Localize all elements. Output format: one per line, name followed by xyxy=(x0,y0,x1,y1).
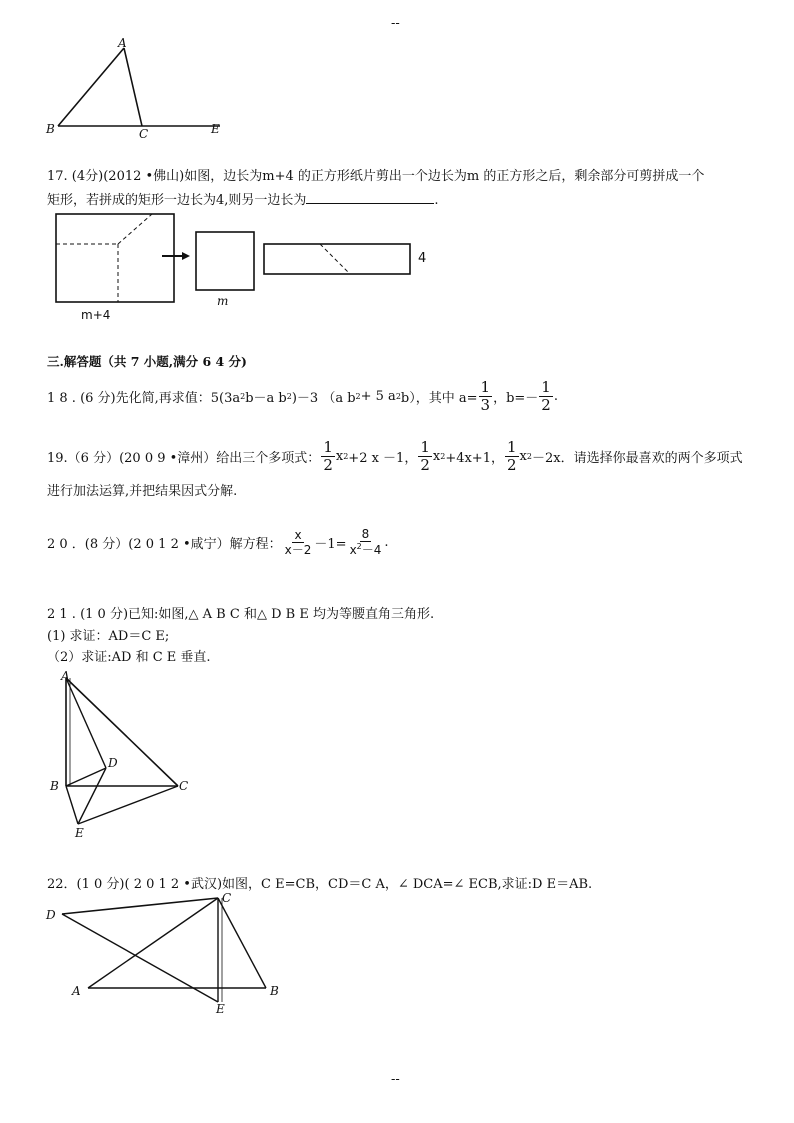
q21-label-c: C xyxy=(179,779,189,793)
frac-den: 2 xyxy=(506,456,517,474)
q20-end: . xyxy=(384,534,389,550)
q22-label-e: E xyxy=(216,1002,225,1016)
frac-num: 8 xyxy=(361,527,370,541)
fraction-half-3 xyxy=(505,440,519,473)
q22-label-a: A xyxy=(72,984,81,998)
q18-sup: 2 xyxy=(240,392,246,401)
line-ba xyxy=(58,48,124,126)
q18-mid2: )－3 （a b xyxy=(291,391,356,406)
q21-label-a: A xyxy=(61,669,70,683)
q21-label-b: B xyxy=(50,779,59,793)
frac-den: 2 xyxy=(541,396,551,414)
frac-num: 1 xyxy=(541,378,551,396)
fraction-a xyxy=(479,380,493,413)
frac-den: 3 xyxy=(480,396,491,414)
line-ac xyxy=(66,678,178,786)
q21-line2: (1) 求证：AD＝C E; xyxy=(47,629,170,644)
den-x: x xyxy=(349,543,357,557)
q18-b-text: ，b=－ xyxy=(493,391,539,406)
den-minus-4: －4 xyxy=(361,543,382,557)
footer-mark: -- xyxy=(391,1072,400,1087)
q18-sup: 2 xyxy=(286,392,292,401)
q19-p2: x xyxy=(432,449,441,464)
label-m-plus-4: m+4 xyxy=(81,308,111,322)
section-title: 三.解答题（共 7 小题,满分 6 4 分) xyxy=(47,354,247,369)
frac-den xyxy=(348,542,384,556)
line-be xyxy=(66,786,78,824)
q20-mid: －1= xyxy=(314,536,347,552)
label-4: 4 xyxy=(418,251,427,266)
fig16-label-c: C xyxy=(139,127,149,141)
q21-label-e: E xyxy=(75,826,84,840)
q20 xyxy=(47,528,389,556)
line-cb xyxy=(218,898,266,988)
q20-prefix: 2 0 ．(8 分）(2 0 1 2 •咸宁）解方程： xyxy=(47,536,282,552)
q18-end: . xyxy=(553,389,558,404)
den-sup: 2 xyxy=(356,542,362,551)
q21-line1: 2 1 . (1 0 分)已知:如图,△ A B C 和△ D B E 均为等腰直角三角形. xyxy=(47,607,435,622)
fraction-b xyxy=(539,380,553,413)
q18-prefix: 1 8 . (6 分)先化简,再求值：5(3a xyxy=(47,391,241,406)
frac-num: 1 xyxy=(506,438,517,456)
fraction-half-1 xyxy=(321,440,335,473)
q17-line2-end: . xyxy=(434,193,439,208)
frac-num: 1 xyxy=(480,378,491,396)
q22-label-d: D xyxy=(46,908,56,922)
q17-line2-text: 矩形，若拼成的矩形一边长为4,则另一边长为 xyxy=(47,193,307,208)
q21-label-d: D xyxy=(108,756,118,770)
fig16-label-e: E xyxy=(211,122,220,136)
figure-triangle-abe xyxy=(40,34,240,142)
q18-mid3: + 5 a xyxy=(360,389,396,404)
figure-q21 xyxy=(50,670,200,840)
q22-label-b: B xyxy=(270,984,279,998)
figure-square-cut xyxy=(54,212,434,308)
q19-sup: 2 xyxy=(343,452,349,461)
fig16-label-b: B xyxy=(46,122,55,136)
q18-mid4: b），其中 a= xyxy=(400,391,478,406)
frac-den: 2 xyxy=(420,456,430,474)
frac-num: x xyxy=(294,527,302,542)
q19-line2: 进行加法运算,并把结果因式分解. xyxy=(47,484,238,499)
q17-line2 xyxy=(47,189,439,208)
q19 xyxy=(47,440,743,473)
fraction-x-over xyxy=(283,529,314,556)
big-square xyxy=(56,214,174,302)
fig16-label-a: A xyxy=(118,36,127,50)
q19-p3: x xyxy=(519,449,527,464)
q19-p1b: +2 x －1， xyxy=(348,451,418,466)
line-ac xyxy=(124,48,142,126)
line-ac xyxy=(88,898,218,988)
fraction-8-over xyxy=(348,528,384,556)
q22-line1: 22．(1 0 分)( 2 0 1 2 •武汉)如图，C E=CB，CD＝C A，∠ DCA=∠ ECB,求证:D E＝AB. xyxy=(47,877,593,892)
dashed-diag xyxy=(118,214,152,244)
rectangle xyxy=(264,244,410,274)
q18 xyxy=(47,380,558,413)
figure-q22 xyxy=(50,890,290,1015)
label-m: m xyxy=(217,294,229,308)
q22-label-c: C xyxy=(222,891,232,905)
fraction-half-2 xyxy=(418,440,432,473)
frac-den: 2 xyxy=(323,456,333,474)
q18-sup: 2 xyxy=(395,392,401,401)
frac-den: x－2 xyxy=(284,542,312,557)
q19-sup: 2 xyxy=(526,452,532,461)
q18-mid1: b－a b xyxy=(245,391,287,406)
q19-p3b: －2x．请选择你最喜欢的两个多项式 xyxy=(531,451,743,466)
q21-line3: （2）求证:AD 和 C E 垂直. xyxy=(47,650,211,665)
q19-sup: 2 xyxy=(440,452,446,461)
q19-p1: x xyxy=(335,449,344,464)
frac-num: 1 xyxy=(323,438,333,456)
arrow-head xyxy=(182,252,190,260)
header-mark: -- xyxy=(391,16,400,31)
q18-sup: 2 xyxy=(355,392,361,401)
frac-num: 1 xyxy=(420,438,430,456)
line-dc xyxy=(62,898,218,914)
q19-prefix: 19.（6 分）(20 0 9 •漳州）给出三个多项式： xyxy=(47,451,321,466)
q17-line1: 17. (4分)(2012 •佛山)如图，边长为m+4 的正方形纸片剪出一个边长为m 的正方形之后，剩余部分可剪拼成一个 xyxy=(47,169,705,184)
small-square xyxy=(196,232,254,290)
line-ad xyxy=(66,678,106,768)
rect-dashed xyxy=(320,244,350,274)
line-ce xyxy=(78,786,178,824)
answer-blank xyxy=(306,191,434,204)
q19-p2b: +4x+1， xyxy=(445,451,504,466)
line-bd xyxy=(66,768,106,786)
